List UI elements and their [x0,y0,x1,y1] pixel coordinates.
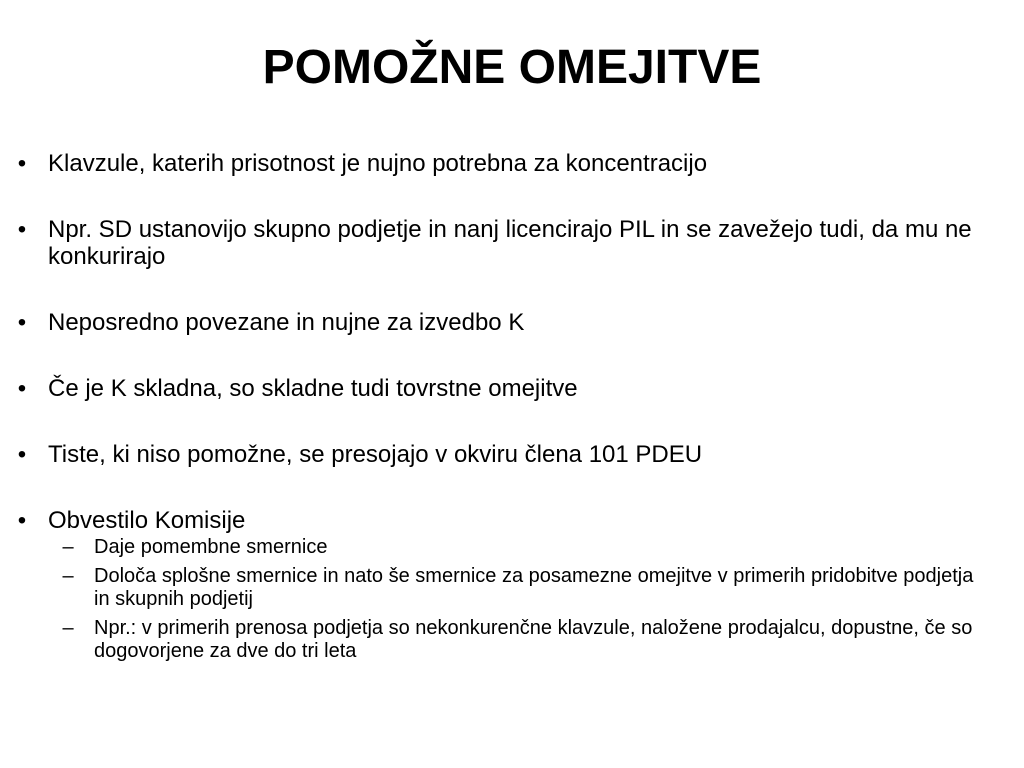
sub-bullet-item-2 [48,565,974,611]
sub-bullet-marker: – [62,536,74,558]
bullet-item-5 [0,441,1024,468]
bullet-item-2 [0,216,1024,270]
sub-bullet-list [48,536,974,663]
slide-title: POMOŽNE OMEJITVE [262,41,762,94]
bullet-item-1 [0,150,1024,177]
bullet-item-3 [0,309,1024,336]
bullet-text: Klavzule, katerih prisotnost je nujno potrebna za koncentracijo [48,150,708,177]
bullet-text: Neposredno povezane in nujne za izvedbo K [48,309,525,336]
bullet-marker: • [17,309,27,336]
bullet-item-4 [0,375,1024,402]
sub-bullet-text: Npr.: v primerih prenosa podjetja so nekonkurenčne klavzule, naložene prodajalcu, dopustne, če so dogovorjene za dve do tri leta [94,617,973,662]
bullet-marker: • [17,375,27,402]
sub-bullet-text: Določa splošne smernice in nato še smernice za posamezne omejitve v primerih pridobitve podjetja in skupnih podjetij [94,565,974,610]
bullet-text: Npr. SD ustanovijo skupno podjetje in nanj licencirajo PIL in se zavežejo tudi, da mu ne konkurirajo [48,216,972,270]
sub-bullet-marker: – [62,565,74,587]
bullet-text: Če je K skladna, so skladne tudi tovrstne omejitve [48,375,578,402]
bullet-marker: • [17,216,27,243]
sub-bullet-marker: – [62,617,74,639]
bullet-marker: • [17,441,27,468]
bullet-list [0,150,1024,669]
bullet-marker: • [17,150,27,177]
sub-bullet-item-3 [48,617,974,663]
sub-bullet-text: Daje pomembne smernice [94,536,328,558]
bullet-text: Tiste, ki niso pomožne, se presojajo v okviru člena 101 PDEU [48,441,703,468]
bullet-marker: • [17,507,27,534]
bullet-text: Obvestilo Komisije [48,507,246,534]
bullet-item-6 [0,507,1024,663]
sub-bullet-item-1 [48,536,974,559]
